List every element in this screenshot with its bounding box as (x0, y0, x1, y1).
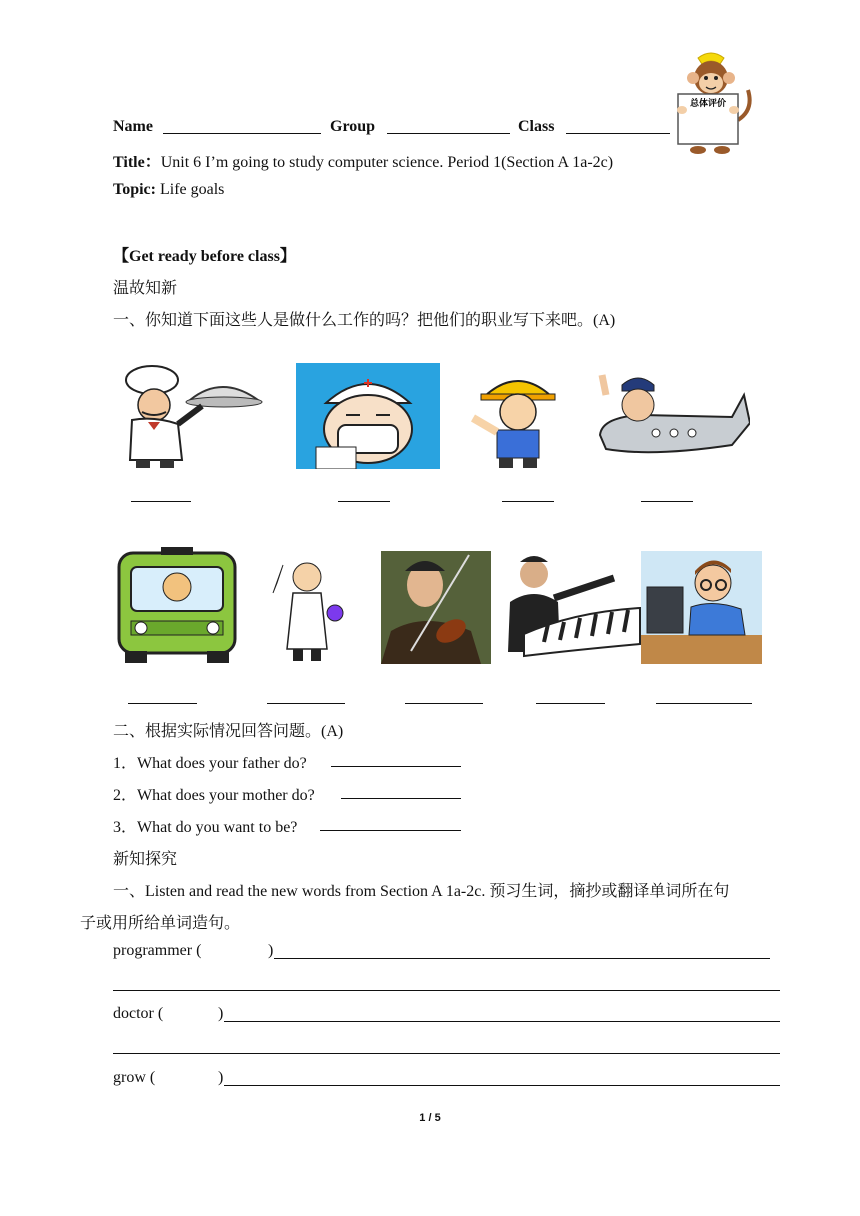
section-heading: 【Get ready before class】 (113, 248, 296, 265)
class-field[interactable] (566, 133, 670, 134)
title-label: Title： (113, 154, 161, 171)
title-text: Unit 6 I’m going to study computer science. Period 1(Section A 1a-2c) (160, 154, 614, 171)
task-3-instruction-line2: 子或用所给单词造句。 (80, 915, 241, 932)
sentence-field-doctor-2[interactable] (113, 1053, 780, 1054)
answer-blank-chef[interactable] (131, 501, 191, 502)
topic-line (113, 181, 224, 199)
programmer-picture (641, 551, 762, 664)
answer-blank-scientist[interactable] (267, 703, 345, 704)
question-2: 2．What does your mother do? (113, 787, 315, 804)
sentence-field-programmer[interactable] (274, 958, 770, 959)
close-paren-1: ) (268, 942, 274, 959)
pilot-picture (592, 365, 750, 469)
violinist-picture (381, 551, 491, 664)
answer-blank-programmer[interactable] (656, 703, 752, 704)
sentence-field-doctor[interactable] (224, 1021, 780, 1022)
answer-blank-worker[interactable] (502, 501, 554, 502)
answer-blank-pilot[interactable] (641, 501, 693, 502)
subheading-review: 温故知新 (113, 280, 178, 297)
answer-field-mother[interactable] (341, 798, 461, 799)
close-paren-3: ) (218, 1069, 224, 1086)
task-2-instruction: 二、根据实际情况回答问题。(A) (113, 723, 344, 740)
scientist-picture (263, 553, 349, 663)
task-3-instruction-line1: 一、Listen and read the new words from Section A 1a-2c. 预习生词，摘抄或翻译单词所在句 (113, 883, 730, 900)
subheading-explore: 新知探究 (113, 851, 178, 868)
close-paren-2: ) (218, 1005, 224, 1022)
sentence-field-programmer-2[interactable] (113, 990, 780, 991)
doctor-picture (296, 363, 440, 469)
chef-picture (112, 360, 264, 470)
answer-field-father[interactable] (331, 766, 461, 767)
bus-driver-picture (115, 545, 239, 665)
question-3: 3．What do you want to be? (113, 819, 298, 836)
group-label: Group (330, 118, 376, 135)
answer-blank-doctor[interactable] (338, 501, 390, 502)
class-label: Class (518, 118, 555, 135)
question-1: 1．What does your father do? (113, 755, 307, 772)
name-field[interactable] (163, 133, 321, 134)
task-1-instruction: 一、你知道下面这些人是做什么工作的吗？把他们的职业写下来吧。(A) (113, 312, 616, 329)
monkey-evaluation-badge (668, 50, 754, 158)
topic-text: Life goals (155, 181, 225, 198)
sentence-field-grow[interactable] (224, 1085, 780, 1086)
answer-blank-bus-driver[interactable] (128, 703, 197, 704)
worker-picture (453, 366, 583, 470)
title-line (113, 149, 613, 172)
group-field[interactable] (387, 133, 510, 134)
badge-text: 总体评价 (689, 99, 727, 109)
answer-field-want[interactable] (320, 830, 461, 831)
topic-label: Topic: (113, 181, 156, 198)
pianist-picture (504, 552, 641, 663)
name-label: Name (113, 118, 153, 135)
answer-blank-pianist[interactable] (536, 703, 605, 704)
word-doctor: doctor ( (113, 1005, 164, 1022)
answer-blank-violinist[interactable] (405, 703, 483, 704)
word-grow: grow ( (113, 1069, 156, 1086)
page-number: 1 / 5 (419, 1112, 441, 1124)
word-programmer: programmer ( (113, 942, 202, 959)
